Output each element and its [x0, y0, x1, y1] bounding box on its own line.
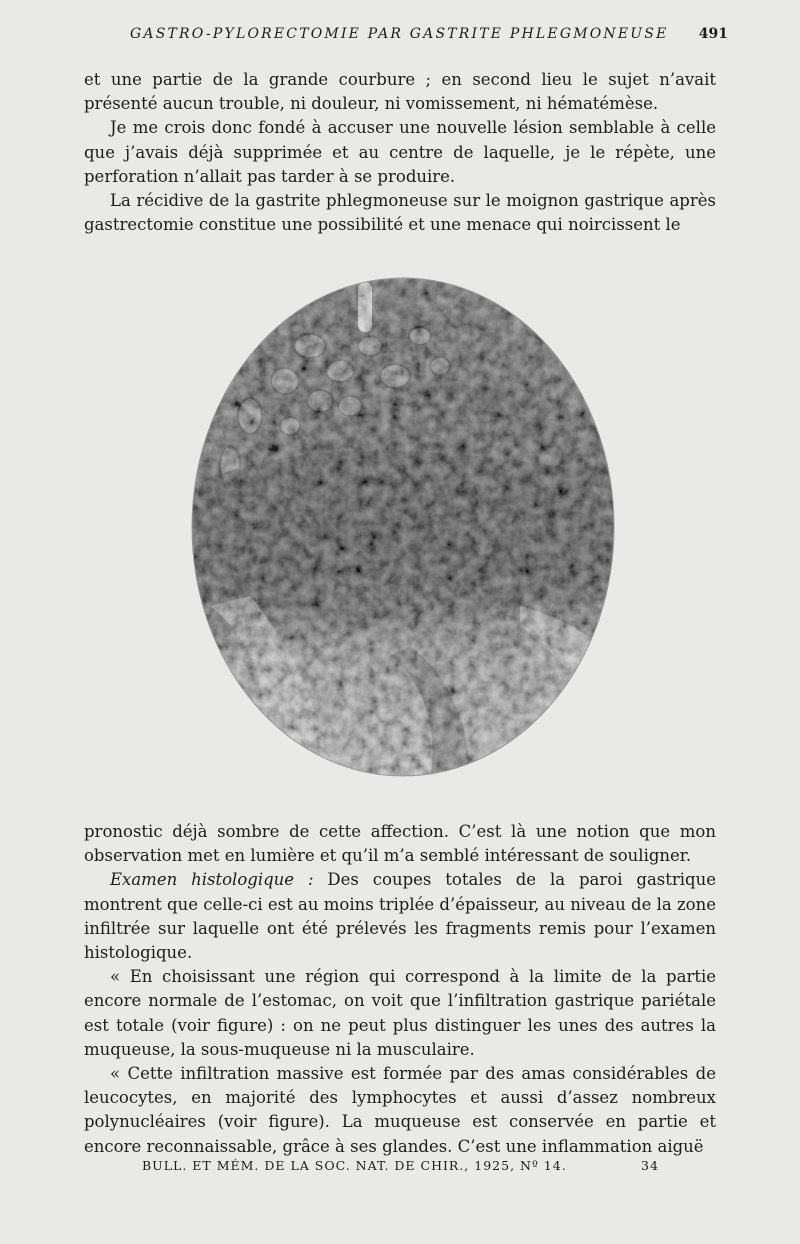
paragraph: La récidive de la gastrite phlegmoneuse sur le moignon gastrique après gastrectomie constitue une possibilité et une menace qui noircissent le [84, 191, 716, 235]
running-title: GASTRO-PYLORECTOMIE PAR GASTRITE PHLEGMONEUSE [130, 26, 669, 42]
running-head [0, 26, 800, 50]
paragraph: pronostic déjà sombre de cette affection. C’est là une notion que mon observation met en lumière et qu’il m’a semblé intéressant de souligner. [84, 822, 716, 866]
page-number: 491 [698, 26, 728, 42]
micrograph-image [190, 276, 616, 778]
paragraph: et une partie de la grande courbure ; en second lieu le sujet n’avait présenté aucun trouble, ni douleur, ni vomissement, ni hématémèse. [84, 70, 716, 114]
paragraph-text: Des coupes totales de la paroi gastrique montrent que celle-ci est au moins triplée d’épaisseur, au niveau de la zone infiltrée sur laquelle ont été prélevés les fragments remis pour l’examen histologique. [84, 870, 716, 963]
footer-citation: BULL. ET MÉM. DE LA SOC. NAT. DE CHIR., 1925, Nº 14. [142, 1158, 567, 1173]
paragraph: « En choisissant une région qui correspond à la limite de la partie encore normale de l’estomac, on voit que l’infiltration gastrique pariétale est totale (voir figure) : on ne peut plus distinguer les unes des autres la muqueuse, la sous-muqueuse ni la musculaire. [84, 967, 716, 1059]
paragraph: « Cette infiltration massive est formée par des amas considérables de leucocytes, en majorité des lymphocytes et aussi d’assez nombreux polynucléaires (voir figure). La muqueuse est conservée en partie et encore reconnaissable, grâce à ses glandes. C’est une inflammation aiguë [84, 1064, 716, 1156]
section-heading: Examen histologique : [110, 870, 314, 890]
signature-mark: 34 [641, 1158, 659, 1173]
paragraph: Je me crois donc fondé à accuser une nouvelle lésion semblable à celle que j’avais déjà supprimée et au centre de laquelle, je le répète, une perforation n’allait pas tarder à se produire. [84, 118, 716, 186]
paragraph [84, 868, 716, 965]
page-footer [0, 1158, 800, 1180]
body-text-bottom [84, 820, 716, 1159]
micrograph-figure [190, 276, 616, 778]
body-text-top [84, 68, 716, 237]
